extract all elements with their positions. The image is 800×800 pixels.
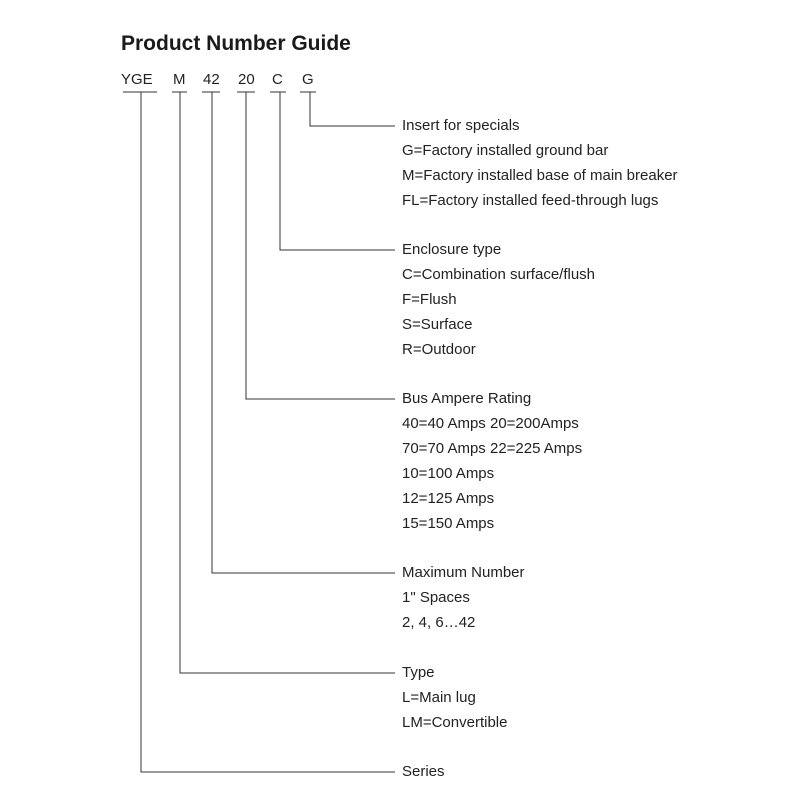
- code-segment-max-number: 42: [203, 71, 220, 88]
- code-segment-series: YGE: [121, 71, 153, 88]
- desc-specials-line: FL=Factory installed feed-through lugs: [402, 192, 659, 209]
- desc-enclosure-line: R=Outdoor: [402, 341, 476, 358]
- desc-bus-rating-line: 40=40 Amps 20=200Amps: [402, 415, 579, 432]
- code-segment-enclosure: C: [272, 71, 283, 88]
- desc-enclosure-line: C=Combination surface/flush: [402, 266, 596, 283]
- desc-enclosure-header: Enclosure type: [402, 241, 502, 258]
- desc-max-number-header: Maximum Number: [402, 564, 525, 581]
- page-title: Product Number Guide: [121, 32, 351, 55]
- desc-type-line: L=Main lug: [402, 689, 476, 706]
- desc-specials-line: G=Factory installed ground bar: [402, 142, 609, 159]
- leader-max-number: [212, 92, 395, 573]
- leader-series: [141, 92, 395, 772]
- desc-bus-rating-line: 10=100 Amps: [402, 465, 495, 482]
- desc-type-line: LM=Convertible: [402, 714, 508, 731]
- desc-bus-rating-line: 70=70 Amps 22=225 Amps: [402, 440, 583, 457]
- code-segment-type: M: [173, 71, 186, 88]
- desc-specials-line: M=Factory installed base of main breaker: [402, 167, 678, 184]
- code-segment-specials: G: [302, 71, 314, 88]
- desc-max-number-line: 1" Spaces: [402, 589, 470, 606]
- desc-enclosure-line: S=Surface: [402, 316, 473, 333]
- desc-series-header: Series: [402, 763, 445, 780]
- desc-specials-header: Insert for specials: [402, 117, 520, 134]
- desc-bus-rating-header: Bus Ampere Rating: [402, 390, 532, 407]
- desc-max-number-line: 2, 4, 6…42: [402, 614, 476, 631]
- code-segment-bus-rating: 20: [238, 71, 255, 88]
- desc-bus-rating-line: 15=150 Amps: [402, 515, 495, 532]
- desc-enclosure-line: F=Flush: [402, 291, 457, 308]
- desc-bus-rating-line: 12=125 Amps: [402, 490, 495, 507]
- desc-type-header: Type: [402, 664, 435, 681]
- leader-enclosure: [280, 92, 395, 250]
- leader-specials: [310, 92, 395, 126]
- leader-bus-rating: [246, 92, 395, 399]
